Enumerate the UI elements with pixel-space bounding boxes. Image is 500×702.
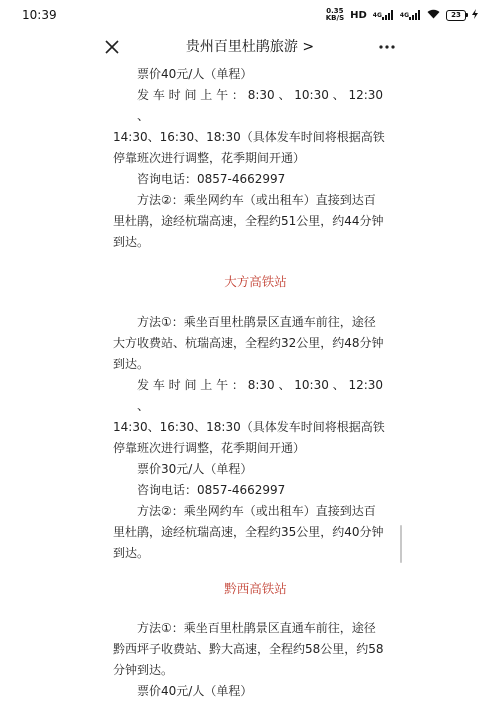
article-line: 票价40元/人（单程） <box>137 684 253 698</box>
article-line: 到达。 <box>113 235 150 249</box>
signal-icon <box>373 10 394 20</box>
battery-icon: 23 <box>446 10 466 21</box>
net-speed-value: 0.35 <box>326 7 344 15</box>
article-line: 到达。 <box>113 546 150 560</box>
article-line: 发 车 时 间 上 午 ： 8:30 、 10:30 、 12:30 、 <box>137 378 384 413</box>
scrollbar-thumb[interactable] <box>400 525 402 563</box>
article-line: 停靠班次进行调整，花季期间开通） <box>113 441 306 455</box>
article-line: 分钟到达。 <box>113 663 174 677</box>
status-time: 10:39 <box>22 8 57 22</box>
article-line: 咨询电话：0857-4662997 <box>137 172 286 186</box>
article-line: 方法②：乘坐网约车（或出租车）直接到达百 <box>137 193 376 207</box>
article-line: 方法①：乘坐百里杜鹃景区直通车前往，途径 <box>137 621 376 635</box>
article-line: 票价30元/人（单程） <box>137 462 253 476</box>
signal-1-label: 4G <box>372 11 382 19</box>
signal-2-label: 4G <box>399 11 409 19</box>
wifi-icon <box>427 8 440 22</box>
article-content <box>113 64 398 702</box>
article-line: 停靠班次进行调整，花季期间开通） <box>113 151 306 165</box>
section-heading: 大方高铁站 <box>224 274 287 289</box>
more-button[interactable] <box>376 36 398 58</box>
article-line: 里杜鹃，途经杭瑞高速，全程约51公里，约44分钟 <box>113 214 384 228</box>
article-line: 票价40元/人（单程） <box>137 67 253 81</box>
article-line: 到达。 <box>113 357 150 371</box>
article-line: 14:30、16:30、18:30（具体发车时间将根据高铁 <box>113 420 385 434</box>
article-line: 14:30、16:30、18:30（具体发车时间将根据高铁 <box>113 130 385 144</box>
hd-icon: HD <box>350 9 367 21</box>
article-line: 咨询电话：0857-4662997 <box>137 483 286 497</box>
status-icons <box>326 8 478 22</box>
article-line: 大方收费站、杭瑞高速，全程约32公里，约48分钟 <box>113 336 384 350</box>
article-line: 方法①：乘坐百里杜鹃景区直通车前往，途径 <box>137 315 376 329</box>
more-icon <box>378 44 396 50</box>
article-line: 方法②：乘坐网约车（或出租车）直接到达百 <box>137 504 376 518</box>
net-speed <box>326 8 344 22</box>
page-title[interactable]: 贵州百里杜鹃旅游 > <box>185 39 315 55</box>
section-heading: 黔西高铁站 <box>224 581 287 596</box>
article-line: 发 车 时 间 上 午 ： 8:30 、 10:30 、 12:30 、 <box>137 88 384 123</box>
signal-icon-2 <box>400 10 421 20</box>
nav-bar <box>0 30 500 64</box>
net-speed-unit: KB/S <box>325 14 345 22</box>
article-line: 里杜鹃，途经杭瑞高速，全程约35公里，约40分钟 <box>113 525 384 539</box>
status-bar <box>0 0 500 30</box>
article-line: 黔西坪子收费站、黔大高速，全程约58公里，约58 <box>113 642 384 656</box>
charging-icon <box>472 8 478 22</box>
